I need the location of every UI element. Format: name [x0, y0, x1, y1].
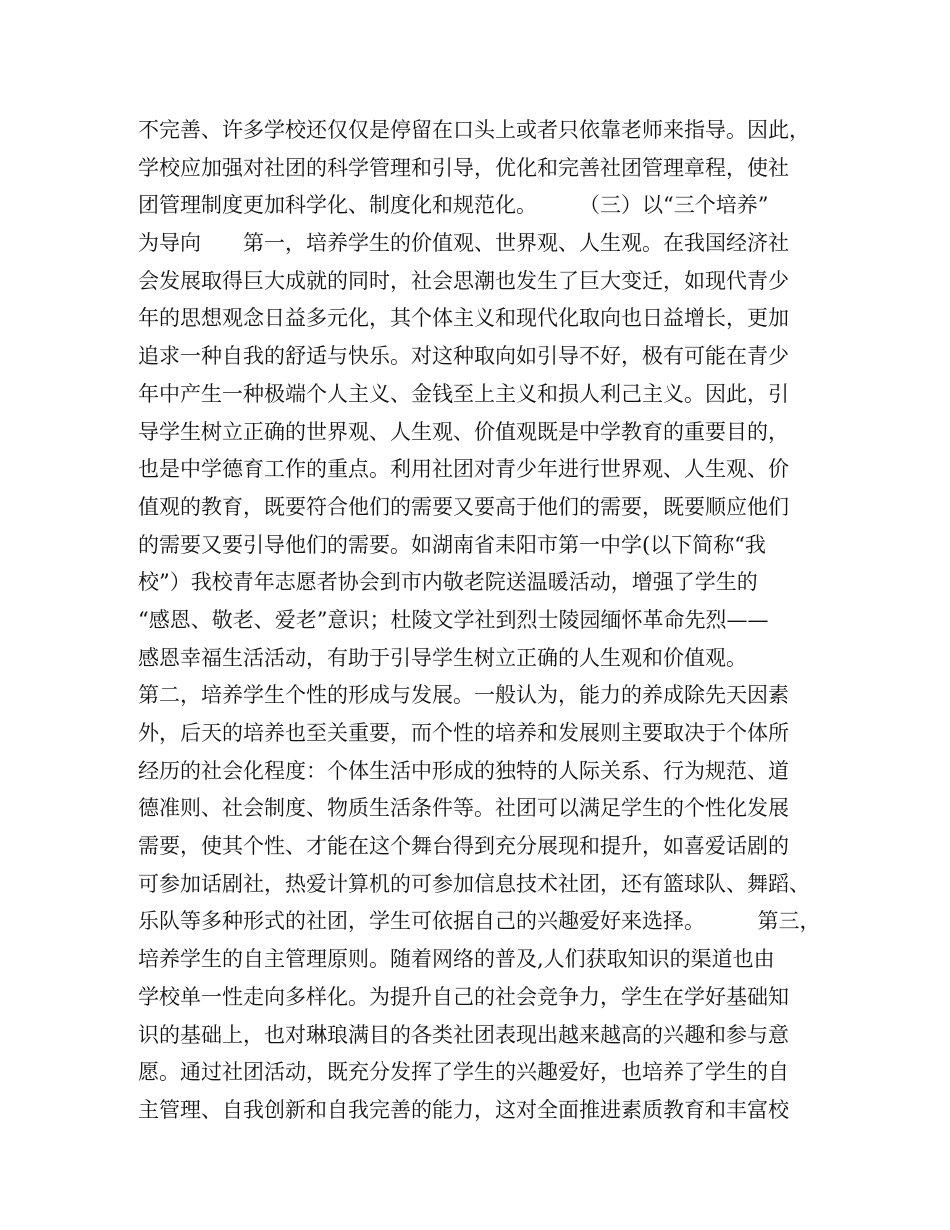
text-line: 需要，使其个性、才能在这个舞台得到充分展现和提升，如喜爱话剧的 — [138, 834, 789, 859]
text-line: 愿。通过社团活动，既充分发挥了学生的兴趣爱好，也培养了学生的自 — [138, 1060, 789, 1085]
text-line: 主管理、自我创新和自我完善的能力，这对全面推进素质教育和丰富校 — [138, 1097, 789, 1122]
text-line: 不完善、许多学校还仅仅是停留在口头上或者只依靠老师来指导。因此， — [138, 118, 810, 142]
text-line: 为导向 第一，培养学生的价值观、世界观、人生观。在我国经济社 — [138, 231, 789, 256]
text-line: 会发展取得巨大成就的同时，社会思潮也发生了巨大变迁，如现代青少 — [138, 268, 789, 293]
text-line: “感恩、敬老、爱老”意识；杜陵文学社到烈士陵园缅怀革命先烈—— — [138, 607, 769, 632]
text-line: 感恩幸福生活活动，有助于引导学生树立正确的人生观和价值观。 — [138, 645, 779, 670]
body-text — [138, 112, 838, 1130]
text-line: 校”）我校青年志愿者协会到市内敬老院送温暖活动，增强了学生的 — [138, 570, 758, 595]
text-line: 识的基础上，也对琳琅满目的各类社团表现出越来越高的兴趣和参与意 — [138, 1022, 789, 1047]
text-line: 德准则、社会制度、物质生活条件等。社团可以满足学生的个性化发展 — [138, 796, 789, 821]
text-line: 的需要又要引导他们的需要。如湖南省耒阳市第一中学(以下简称“我 — [138, 532, 766, 557]
text-line: 学校单一性走向多样化。为提升自己的社会竞争力，学生在学好基础知 — [138, 984, 789, 1009]
text-line: 年的思想观念日益多元化，其个体主义和现代化取向也日益增长，更加 — [138, 306, 789, 331]
text-line: 培养学生的自主管理原则。随着网络的普及,人们获取知识的渠道也由 — [138, 947, 775, 972]
text-line: 年中产生一种极端个人主义、金钱至上主义和损人利己主义。因此，引 — [138, 381, 789, 406]
text-line: 第二，培养学生个性的形成与发展。一般认为，能力的养成除先天因素 — [138, 683, 789, 708]
text-line: 外，后天的培养也至关重要，而个性的培养和发展则主要取决于个体所 — [138, 721, 789, 745]
text-line: 值观的教育，既要符合他们的需要又要高于他们的需要，既要顺应他们 — [138, 494, 789, 519]
text-line: 团管理制度更加科学化、制度化和规范化。 （三）以“三个培养” — [138, 193, 769, 218]
text-line: 追求一种自我的舒适与快乐。对这种取向如引导不好，极有可能在青少 — [138, 344, 789, 369]
text-line: 也是中学德育工作的重点。利用社团对青少年进行世界观、人生观、价 — [138, 457, 789, 482]
text-line: 乐队等多种形式的社团，学生可依据自己的兴趣爱好来选择。 第三， — [138, 909, 821, 934]
text-line: 导学生树立正确的世界观、人生观、价值观既是中学教育的重要目的， — [138, 419, 789, 444]
text-line: 学校应加强对社团的科学管理和引导，优化和完善社团管理章程，使社 — [138, 155, 789, 180]
text-line: 经历的社会化程度：个体生活中形成的独特的人际关系、行为规范、道 — [138, 758, 789, 783]
text-line: 可参加话剧社，热爱计算机的可参加信息技术社团，还有篮球队、舞蹈、 — [138, 871, 810, 896]
